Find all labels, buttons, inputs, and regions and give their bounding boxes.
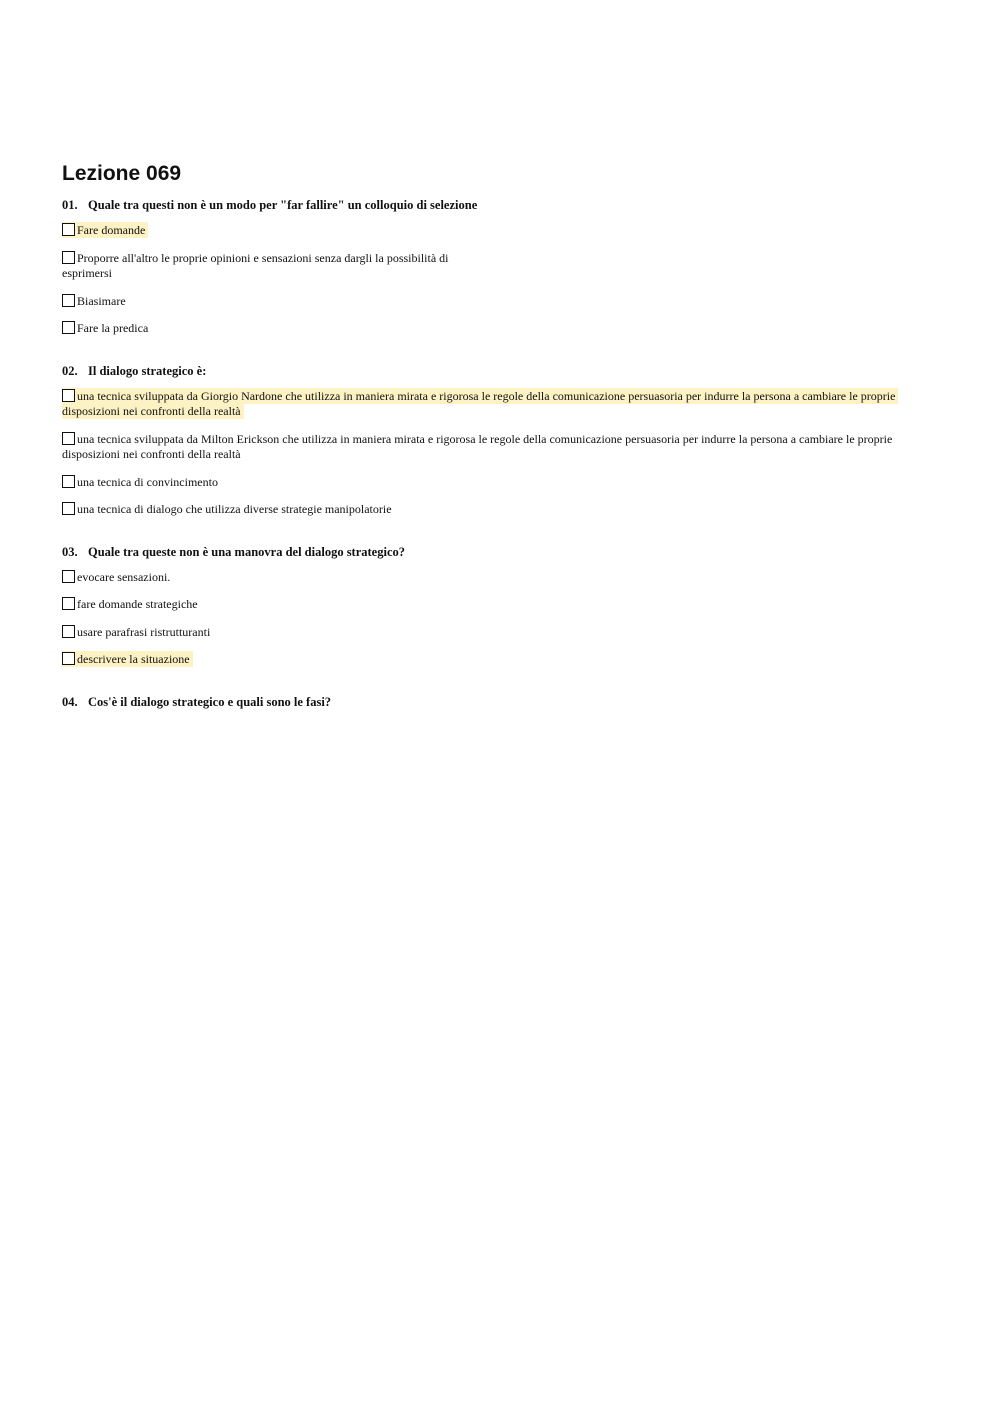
answer-option[interactable] <box>62 389 942 420</box>
answer-text: usare parafrasi ristrutturanti <box>77 624 211 639</box>
answer-text: una tecnica di dialogo che utilizza diverse strategie manipolatorie <box>77 502 392 516</box>
answer-checkbox[interactable] <box>62 294 75 307</box>
answer-text: Fare la predica <box>77 321 149 335</box>
answer-text: una tecnica sviluppata da Milton Erickson che utilizza in maniera mirata e rigorosa le regole della comunicazione persuasoria per indurre la persona a cambiare le proprie disposizioni nei confronti della realtà <box>62 431 893 461</box>
answer-highlight <box>62 388 898 420</box>
answer-option[interactable] <box>62 570 942 586</box>
question-text: Quale tra questi non è un modo per "far fallire" un colloquio di selezione <box>88 198 478 212</box>
answer-text: una tecnica sviluppata da Giorgio Nardone che utilizza in maniera mirata e rigorosa le regole della comunicazione persuasoria per indurre la persona a cambiare le proprie disposizioni nei confronti della realtà <box>62 388 896 418</box>
answer-checkbox[interactable] <box>62 321 75 334</box>
question-04 <box>62 694 942 710</box>
answer-checkbox[interactable] <box>62 251 75 264</box>
answer-option[interactable] <box>62 502 942 518</box>
question-heading <box>62 694 942 710</box>
answer-checkbox[interactable] <box>62 502 75 515</box>
question-number: 02. <box>62 363 78 378</box>
question-number: 03. <box>62 544 78 559</box>
answer-option[interactable] <box>62 652 942 668</box>
answer-highlight <box>62 651 193 667</box>
answer-option[interactable] <box>62 475 942 491</box>
question-number: 04. <box>62 694 78 709</box>
answer-text: evocare sensazioni. <box>77 569 171 584</box>
answer-text: Biasimare <box>77 293 126 308</box>
answer-option[interactable] <box>62 597 942 613</box>
answer-checkbox[interactable] <box>62 223 75 236</box>
answer-checkbox[interactable] <box>62 389 75 402</box>
question-heading <box>62 544 942 560</box>
lesson-title: Lezione 069 <box>62 162 182 185</box>
answer-option[interactable] <box>62 251 472 282</box>
question-number: 01. <box>62 198 78 212</box>
answer-checkbox[interactable] <box>62 475 75 488</box>
question-02 <box>62 363 942 518</box>
answer-checkbox[interactable] <box>62 652 75 665</box>
answer-text: descrivere la situazione <box>77 652 190 666</box>
question-01 <box>62 197 942 337</box>
question-heading <box>62 363 942 379</box>
question-text: Quale tra queste non è una manovra del dialogo strategico? <box>88 544 406 559</box>
answer-text: Fare domande <box>77 223 146 237</box>
answer-checkbox[interactable] <box>62 570 75 583</box>
answer-option[interactable] <box>62 223 942 239</box>
answer-text: una tecnica di convincimento <box>77 474 218 489</box>
answer-option[interactable] <box>62 321 942 337</box>
question-03 <box>62 544 942 668</box>
answer-checkbox[interactable] <box>62 597 75 610</box>
answer-option[interactable] <box>62 625 942 641</box>
answer-checkbox[interactable] <box>62 432 75 445</box>
question-text: Cos'è il dialogo strategico e quali sono le fasi? <box>88 694 332 709</box>
answer-option[interactable] <box>62 294 942 310</box>
answer-checkbox[interactable] <box>62 625 75 638</box>
answer-highlight <box>62 222 148 238</box>
question-heading <box>62 197 942 213</box>
answer-text: Proporre all'altro le proprie opinioni e sensazioni senza dargli la possibilità di esprimersi <box>62 250 449 280</box>
document-page <box>62 160 942 736</box>
question-text: Il dialogo strategico è: <box>88 363 207 378</box>
answer-option[interactable] <box>62 432 942 463</box>
answer-text: fare domande strategiche <box>77 597 198 611</box>
